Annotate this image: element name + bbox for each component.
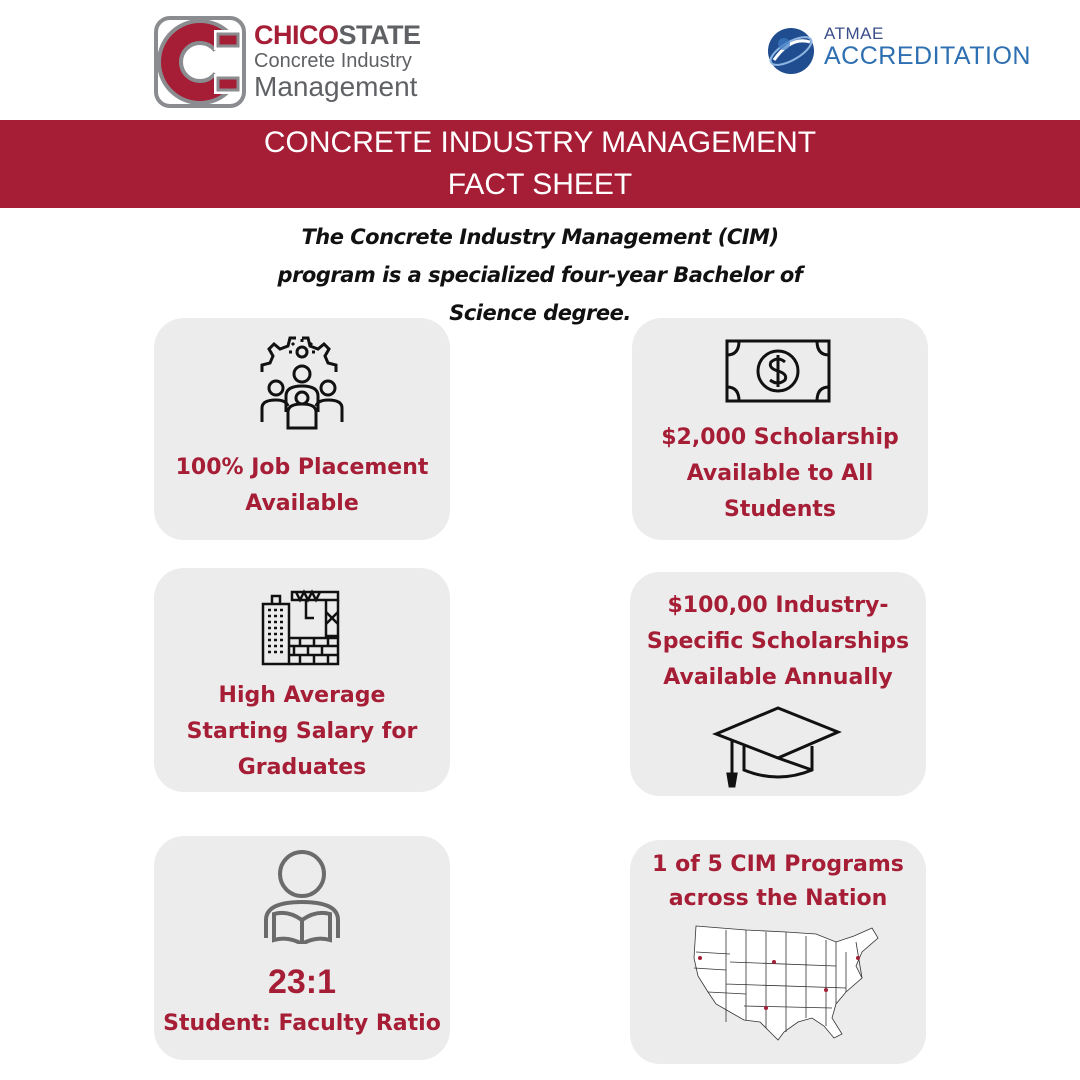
us-map-icon — [686, 922, 882, 1042]
scholarship-card — [632, 318, 928, 540]
scholarship-text: $2,000 Scholarship Available to All Students — [661, 425, 899, 522]
atmae-accreditation-logo — [766, 24, 1031, 76]
industry-scholarships-text: $100,00 Industry-Specific Scholarships Available Annually — [646, 593, 910, 690]
industry-scholarships-card — [630, 572, 926, 796]
ratio-value: 23:1 — [267, 963, 337, 1001]
logo-state-text: STATE — [338, 20, 421, 50]
cim-programs-text: 1 of 5 CIM Programs across the Nation — [652, 852, 904, 911]
logo-management: Management — [254, 71, 418, 102]
cim-programs-card — [630, 840, 926, 1064]
job-placement-text: 100% Job Placement Available — [175, 455, 429, 516]
banner-title: CONCRETE INDUSTRY MANAGEMENT — [263, 126, 817, 159]
construction-buildings-icon — [260, 588, 340, 666]
banner-subtitle: FACT SHEET — [447, 168, 633, 201]
student-reading-icon — [260, 848, 344, 944]
ratio-label: Student: Faculty Ratio — [163, 1011, 441, 1036]
logo-subtitle: Concrete Industry — [254, 50, 412, 72]
student-faculty-ratio-card — [154, 836, 450, 1060]
dollar-bill-icon — [724, 338, 832, 404]
intro-statement: The Concrete Industry Management (CIM) program is a specialized four-year Bachelor of Science degree. — [277, 225, 803, 325]
starting-salary-text: High Average Starting Salary for Graduates — [186, 683, 418, 780]
chico-state-wordmark — [254, 20, 464, 102]
graduation-cap-icon — [712, 704, 842, 788]
logo-chico-text: CHICO — [254, 20, 339, 50]
team-innovation-gear-icon — [256, 332, 348, 432]
accreditation-label: ACCREDITATION — [824, 42, 1031, 70]
chico-state-c-logo — [154, 16, 246, 108]
starting-salary-card — [154, 568, 450, 792]
title-banner — [0, 120, 1080, 208]
job-placement-card — [154, 318, 450, 540]
atmae-label: ATMAE — [824, 24, 884, 43]
globe-icon — [766, 26, 816, 76]
